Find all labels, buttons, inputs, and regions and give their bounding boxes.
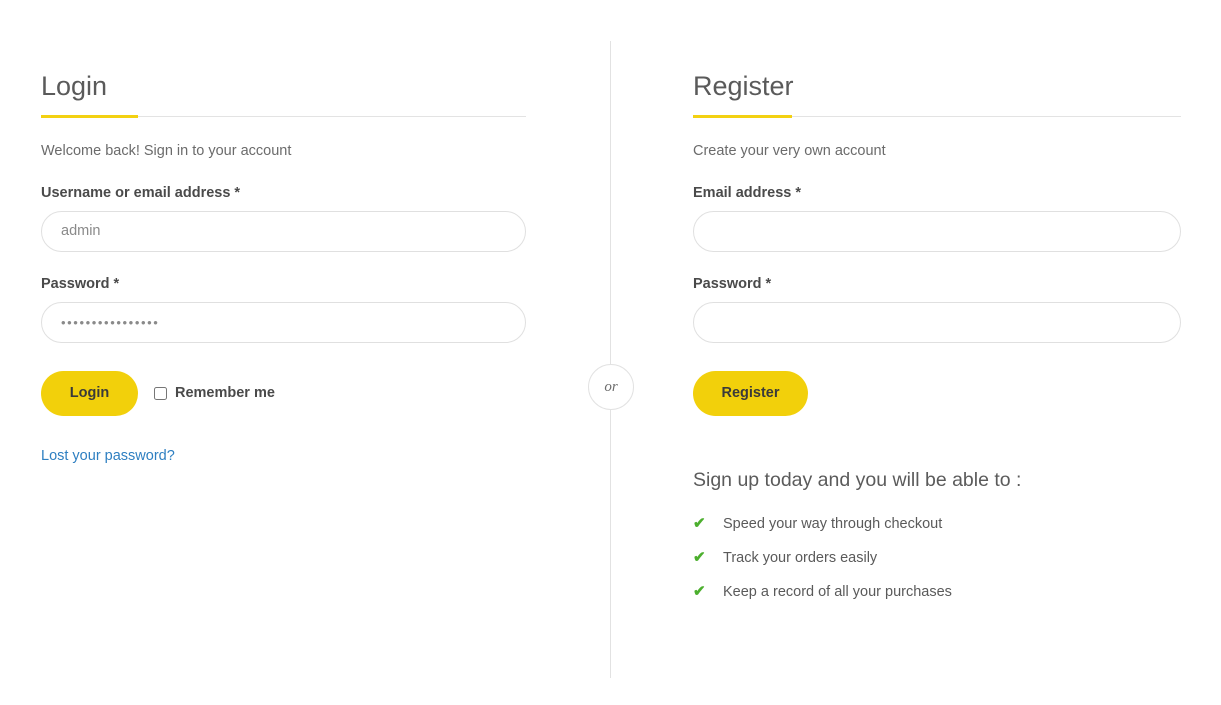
register-panel — [693, 72, 1181, 616]
login-subtitle: Welcome back! Sign in to your account — [41, 142, 292, 159]
remember-me-row[interactable] — [154, 385, 275, 401]
check-icon: ✔ — [693, 548, 706, 566]
email-input[interactable] — [693, 211, 1181, 252]
benefits-list — [693, 514, 1181, 600]
email-field-block — [693, 185, 1181, 252]
benefit-label: Speed your way through checkout — [723, 515, 943, 532]
register-password-field-block — [693, 276, 1181, 343]
vertical-divider — [610, 41, 611, 678]
or-badge: or — [588, 364, 634, 410]
check-icon: ✔ — [693, 582, 706, 600]
list-item — [693, 582, 1181, 600]
login-title: Login — [41, 71, 108, 101]
benefits-title: Sign up today and you will be able to : — [693, 468, 1022, 491]
lost-password-link[interactable]: Lost your password? — [41, 447, 175, 464]
register-button[interactable]: Register — [693, 371, 808, 416]
username-input[interactable] — [41, 211, 526, 252]
list-item — [693, 548, 1181, 566]
login-password-field-block — [41, 276, 526, 343]
email-label: Email address * — [693, 184, 801, 201]
benefit-label: Keep a record of all your purchases — [723, 583, 952, 600]
list-item — [693, 514, 1181, 532]
login-button[interactable]: Login — [41, 371, 138, 416]
register-password-label: Password * — [693, 275, 772, 292]
remember-me-checkbox[interactable] — [154, 387, 167, 400]
login-password-label: Password * — [41, 275, 120, 292]
register-title: Register — [693, 71, 794, 101]
register-subtitle: Create your very own account — [693, 142, 886, 159]
register-actions — [693, 371, 1181, 416]
register-title-underline — [693, 116, 1181, 117]
username-label: Username or email address * — [41, 184, 241, 201]
login-actions — [41, 371, 526, 416]
check-icon: ✔ — [693, 514, 706, 532]
login-panel — [41, 72, 526, 465]
login-title-underline — [41, 116, 526, 117]
remember-me-label: Remember me — [175, 385, 275, 402]
register-password-input[interactable] — [693, 302, 1181, 343]
username-field-block — [41, 185, 526, 252]
benefit-label: Track your orders easily — [723, 549, 878, 566]
login-password-input[interactable] — [41, 302, 526, 343]
